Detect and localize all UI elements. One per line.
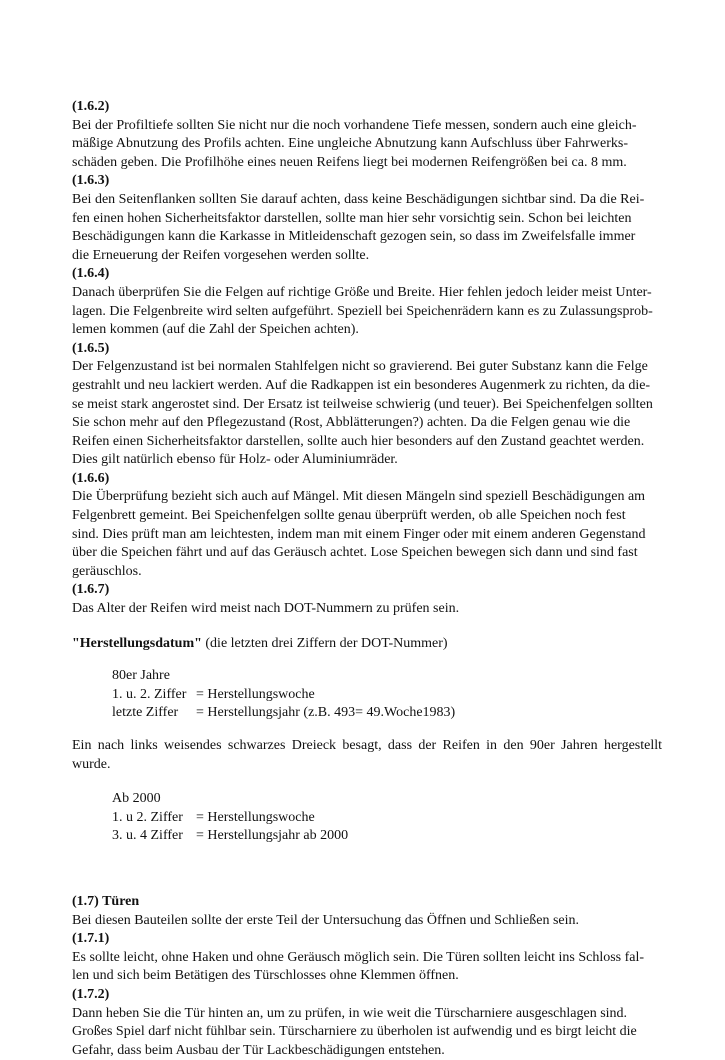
dot-2000-block [112,790,662,846]
section-title-tueren: (1.7) Türen [72,893,140,909]
dot-row [112,704,662,723]
dot-row-value: = Herstellungsjahr (z.B. 493= 49.Woche1983) [196,705,456,721]
paragraph-line: Bei diesen Bauteilen sollte der erste Teil der Untersuchung das Öffnen und Schließen sein. [72,912,580,928]
dot-row [112,827,662,846]
dot-date-subtitle: (die letzten drei Ziffern der DOT-Nummer) [201,635,448,651]
paragraph-line: lagen. Die Felgenbreite wird selten aufgeführt. Speziell bei Speichenrädern kann es zu Zulassungsprob- [72,303,653,319]
paragraph-line: Das Alter der Reifen wird meist nach DOT-Nummern zu prüfen sein. [72,601,460,617]
dot-date-title: "Herstellungsdatum" [72,635,202,651]
document-page [72,98,662,1060]
paragraph-line: Bei den Seitenflanken sollten Sie darauf achten, dass keine Beschädigungen sichtbar sind. Da die Rei- [72,191,645,207]
dot-row-value: = Herstellungswoche [196,686,315,702]
section-heading-1-6-4: (1.6.4) [72,266,110,282]
dot-2000-label: Ab 2000 [112,791,161,807]
section-1-7 [72,893,662,1060]
paragraph-line: Felgenbrett gemeint. Bei Speichenfelgen sollte genau überprüft werden, ob alle Speichen noch fest [72,508,626,524]
paragraph-line: Beschädigungen kann die Karkasse in Mitleidenschaft gezogen sein, so dass im Zweifelsfalle immer [72,229,636,245]
dot-80s-label: 80er Jahre [112,668,170,684]
dot-row [112,809,662,828]
paragraph-line: geräuschlos. [72,563,142,579]
paragraph-line: len und sich beim Betätigen des Türschlosses ohne Klemmen öffnen. [72,968,459,984]
paragraph-line: Der Felgenzustand ist bei normalen Stahlfelgen nicht so gravierend. Bei guter Substanz kann die Felge [72,359,648,375]
dot-80s-block [112,667,662,723]
paragraph-line: gestrahlt und neu lackiert werden. Auf die Radkappen ist ein besonderes Augenmerk zu richten, da die- [72,377,651,393]
paragraph-line: Dies gilt natürlich ebenso für Holz- oder Aluminiumräder. [72,452,398,468]
paragraph-line: Gefahr, dass beim Ausbau der Tür Lackbeschädigungen entstehen. [72,1042,445,1058]
dot-row-value: = Herstellungsjahr ab 2000 [196,828,349,844]
paragraph-line: Dann heben Sie die Tür hinten an, um zu prüfen, in wie weit die Türscharniere ausgeschlagen sind. [72,1005,628,1021]
paragraph-line: lemen kommen (auf die Zahl der Speichen achten). [72,322,359,338]
dot-row-key: 3. u. 4 Ziffer [112,828,183,844]
paragraph-line: Großes Spiel darf nicht fühlbar sein. Türscharniere zu überholen ist aufwendig und es birgt leicht die [72,1024,637,1040]
dot-row-key: 1. u 2. Ziffer [112,809,183,825]
paragraph-line: Es sollte leicht, ohne Haken und ohne Geräusch möglich sein. Die Türen sollten leicht ins Schloss fal- [72,949,645,965]
section-heading-1-6-3: (1.6.3) [72,173,110,189]
dot-date-heading [72,635,662,654]
dot-row-key: 1. u. 2. Ziffer [112,686,187,702]
paragraph-line: sind. Dies prüft man am leichtesten, indem man mit einem Finger oder mit einem anderen Gegenstand [72,526,646,542]
paragraph-line: se meist stark angerostet sind. Der Ersatz ist teilweise schwierig (und teuer). Bei Speichenfelgen sollten [72,396,653,412]
triangle-note: Ein nach links weisendes schwarzes Dreieck besagt, dass der Reifen in den 90er Jahren hergestellt wurde. [72,738,662,772]
paragraph-line: Danach überprüfen Sie die Felgen auf richtige Größe und Breite. Hier fehlen jedoch leider meist Unter- [72,284,652,300]
paragraph-line: Bei der Profiltiefe sollten Sie nicht nur die noch vorhandene Tiefe messen, sondern auch eine gleich- [72,117,637,133]
dot-row [112,686,662,705]
section-heading-1-7-2: (1.7.2) [72,986,110,1002]
section-heading-1-6-6: (1.6.6) [72,470,110,486]
section-heading-1-6-5: (1.6.5) [72,340,110,356]
dot-row-value: = Herstellungswoche [196,809,315,825]
dot-row-key: letzte Ziffer [112,705,179,721]
paragraph-line: mäßige Abnutzung des Profils achten. Eine ungleiche Abnutzung kann Aufschluss über Fahrwerks- [72,136,628,152]
section-heading-1-6-2: (1.6.2) [72,99,110,114]
paragraph-line: Sie schon mehr auf den Pflegezustand (Rost, Abblätterungen?) achten. Da die Felgen genau wie die [72,415,631,431]
paragraph-line: Die Überprüfung bezieht sich auch auf Mängel. Mit diesen Mängeln sind speziell Beschädigungen am [72,489,646,505]
paragraph-line: über die Speichen fährt und auf das Geräusch achtet. Lose Speichen bewegen sich dann und sind fast [72,545,638,561]
paragraph-line: Reifen einen Sicherheitsfaktor darstellen, sollte auch hier besonders auf den Zustand geachtet werden. [72,433,645,449]
section-heading-1-7-1: (1.7.1) [72,931,110,947]
paragraph-line: fen einen hohen Sicherheitsfaktor darstellen, sollte man hier sehr vorsichtig sein. Schon bei leichten [72,210,632,226]
paragraph-line: schäden geben. Die Profilhöhe eines neuen Reifens liegt bei modernen Reifengrößen bei ca. 8 mm. [72,154,627,170]
section-heading-1-6-7: (1.6.7) [72,582,110,598]
paragraph-line: die Erneuerung der Reifen vorgesehen werden sollte. [72,247,370,263]
